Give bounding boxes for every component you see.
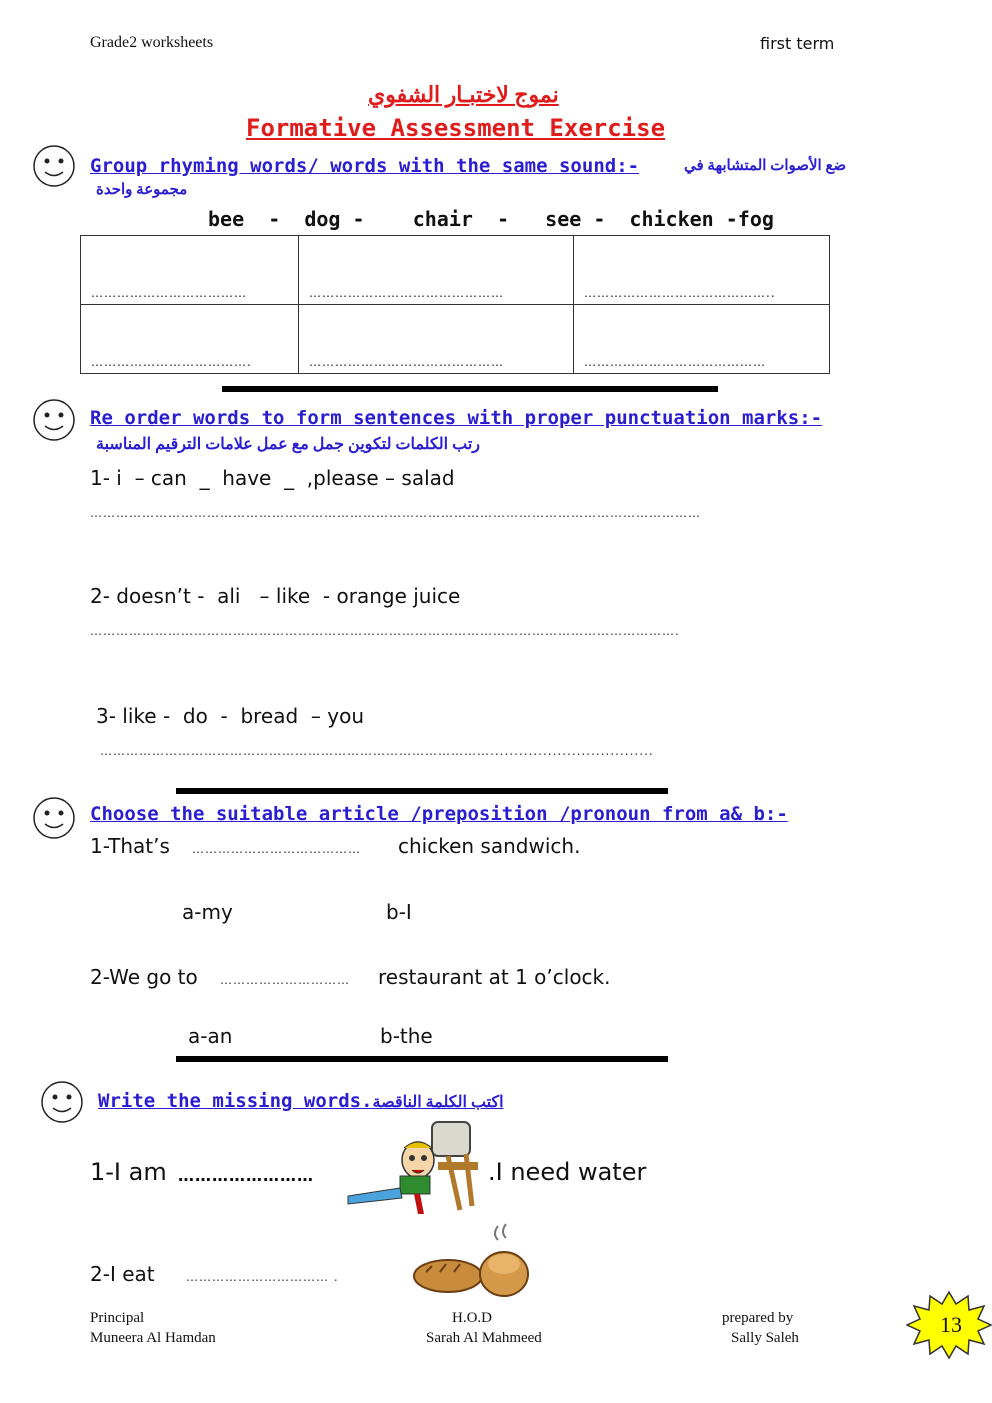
section1-heading: Group rhyming words/ words with the same sound:- <box>90 155 640 177</box>
grid-cell[interactable]: …………………………………….. <box>574 236 830 305</box>
q4-1-after: .I need water <box>488 1158 647 1186</box>
q4-2-blank[interactable]: …………………………… . <box>186 1270 339 1284</box>
section2-heading-arabic: رتب الكلمات لتكوين جمل مع عمل علامات الترقيم المناسبة <box>96 436 481 453</box>
q3-2-option-a[interactable]: a-an <box>188 1024 233 1048</box>
title-arabic: نموج لاختبـار الشفوي <box>368 82 559 107</box>
q3-1-before: 1-That’s <box>90 834 170 858</box>
q3-2-before: 2-We go to <box>90 965 198 989</box>
footer-principal-name: Muneera Al Hamdan <box>90 1330 216 1346</box>
footer-principal-title: Principal <box>90 1310 145 1326</box>
reorder-prompt-2: 2- doesn’t - ali – like - orange juice <box>90 584 461 608</box>
smiley-face-icon <box>32 796 76 840</box>
smiley-face-icon <box>40 1080 84 1124</box>
q4-1-blank[interactable]: …………………… <box>178 1166 314 1185</box>
q3-1-option-b[interactable]: b-I <box>386 900 412 924</box>
rhyming-grid <box>80 235 830 374</box>
title-english: Formative Assessment Exercise <box>246 114 666 142</box>
answer-line-2[interactable]: ………………………………………………………………………………………………………………………. <box>90 624 680 638</box>
divider <box>222 386 718 392</box>
word-bank: bee - dog - chair - see - chicken -fog <box>208 207 774 231</box>
q3-2-blank[interactable]: ………………………… <box>220 973 350 987</box>
reorder-prompt-3: 3- like - do - bread – you <box>96 704 365 728</box>
smiley-face-icon <box>32 398 76 442</box>
footer-prepared-name: Sally Saleh <box>731 1330 799 1346</box>
reorder-prompt-1: 1- i – can _ have _ ,please – salad <box>90 466 455 490</box>
page-number: 13 <box>940 1312 962 1337</box>
q4-1-before: 1-I am <box>90 1158 167 1186</box>
q3-1-after: chicken sandwich. <box>398 834 581 858</box>
grid-cell[interactable]: ……………………………………… <box>299 305 574 374</box>
q3-2-option-b[interactable]: b-the <box>380 1024 433 1048</box>
q3-2-after: restaurant at 1 o’clock. <box>378 965 611 989</box>
divider <box>176 1056 668 1062</box>
section4-heading-block <box>98 1090 504 1112</box>
section4-heading: Write the missing words. <box>98 1090 373 1112</box>
section1-heading-arabic-2: مجموعة واحدة <box>96 182 188 198</box>
bread-illustration <box>412 1218 536 1300</box>
grid-cell[interactable]: ………………………………. <box>81 305 299 374</box>
page-number-badge <box>906 1290 992 1360</box>
grid-cell[interactable]: ……………………………………… <box>299 236 574 305</box>
answer-line-1[interactable]: …………………………………………………………………………………………………………………………… <box>90 506 701 520</box>
q3-1-blank[interactable]: ………………………………… <box>192 842 361 856</box>
header-left: Grade2 worksheets <box>90 34 214 51</box>
footer-prepared-title: prepared by <box>722 1310 794 1326</box>
header-right: first term <box>760 34 835 53</box>
section4-heading-arabic: اكتب الكلمة الناقصة <box>372 1094 504 1111</box>
grid-cell[interactable]: …………………………………… <box>574 305 830 374</box>
answer-line-3[interactable]: ……………………………………………………………………………….................................. <box>100 744 654 758</box>
thirsty-man-illustration <box>340 1110 490 1220</box>
footer-hod-name: Sarah Al Mahmeed <box>426 1330 542 1346</box>
section2-heading: Re order words to form sentences with proper punctuation marks:- <box>90 407 823 429</box>
q4-2-before: 2-I eat <box>90 1262 155 1286</box>
footer-hod-title: H.O.D <box>452 1310 492 1326</box>
smiley-face-icon <box>32 144 76 188</box>
grid-cell[interactable]: ……………………………… <box>81 236 299 305</box>
divider <box>176 788 668 794</box>
section1-heading-arabic: ضع الأصوات المتشابهة في <box>684 158 847 174</box>
section3-heading: Choose the suitable article /preposition /pronoun from a& b:- <box>90 803 788 825</box>
q3-1-option-a[interactable]: a-my <box>182 900 233 924</box>
